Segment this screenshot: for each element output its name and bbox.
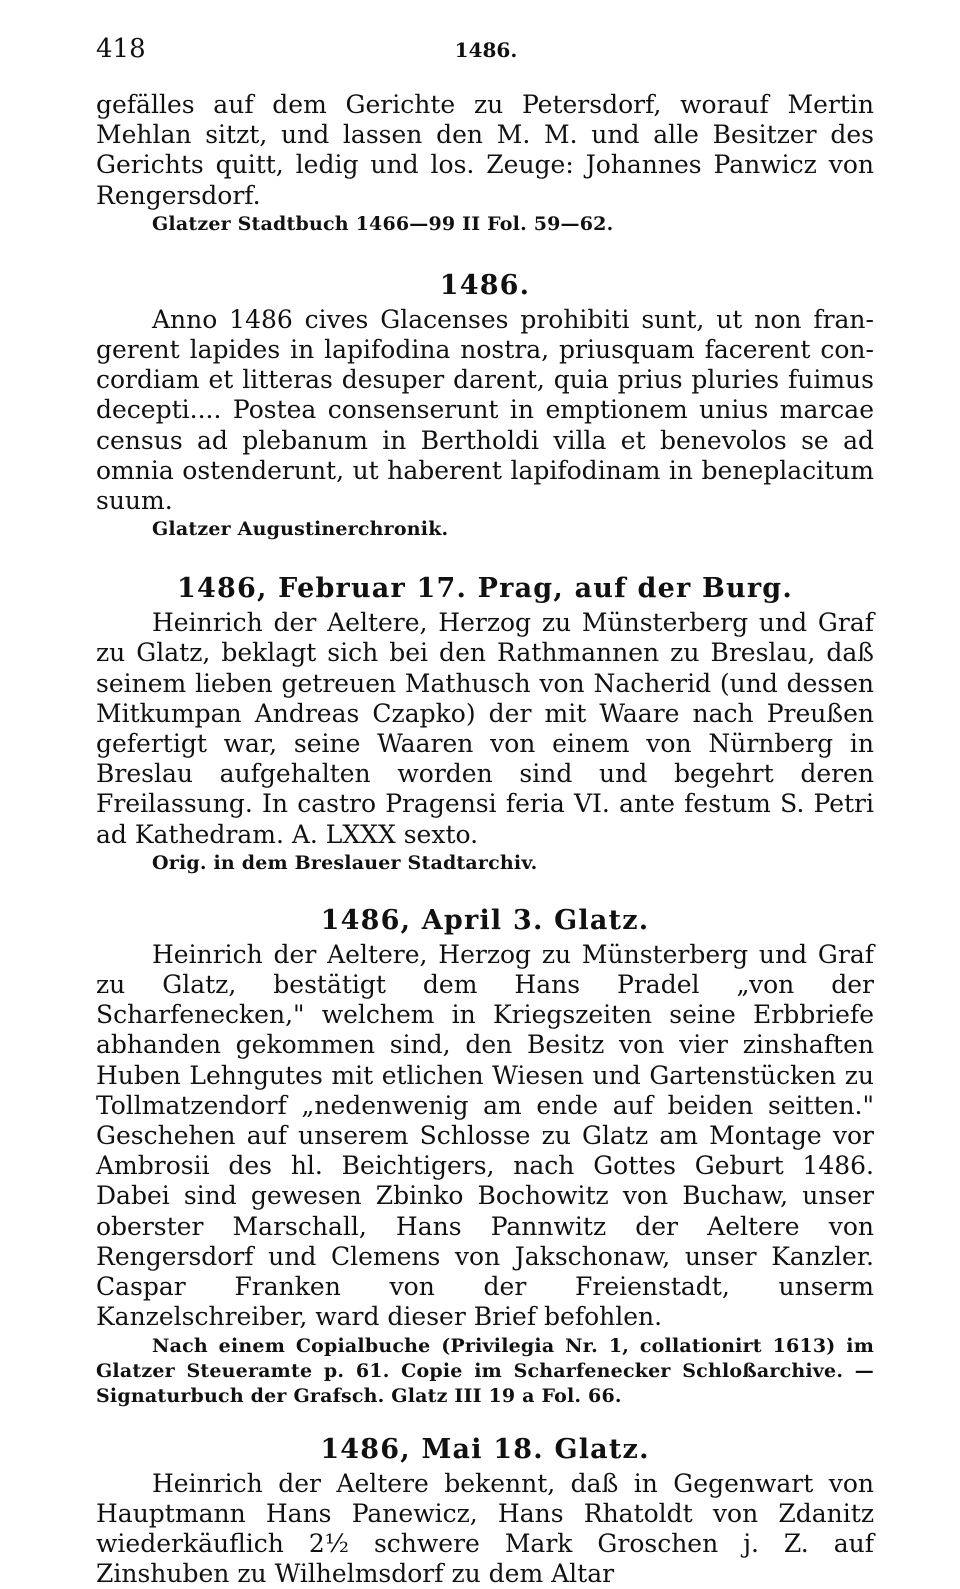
entry-1486-april-3 — [96, 904, 874, 1409]
running-title: 1486. — [96, 38, 876, 62]
entry-heading: 1486, Mai 18. Glatz. — [96, 1433, 874, 1467]
entry-text: gefälles auf dem Gerichte zu Petersdorf, worauf Mertin Mehlan sitzt, und lassen den M. M. und alle Besitzer des Gerichts quitt, ledig und los. Zeuge: Johannes Panwicz von Rengersdorf. — [96, 90, 874, 211]
entry-heading: 1486, April 3. Glatz. — [96, 904, 874, 938]
entry-text: Anno 1486 cives Glacenses prohibiti sunt, ut non frangerent lapides in lapifodina nostra, priusquam facerent concordiam et litteras desuper darent, quia prius pluries fuimus decepti.... Postea consenserunt in emptionem unius marcae census ad plebanum in Bertholdi villa et benevolos se ad omnia ostenderunt, ut haberent lapifodinam in beneplacitum suum. — [96, 305, 874, 516]
entry-text: Heinrich der Aeltere bekennt, daß in Gegenwart von Hauptmann Hans Panewicz, Hans Rhatoldt von Zdanitz wiederkäuflich 2½ schwere Mark Groschen j. Z. auf Zinshuben zu Wilhelmsdorf zu dem Altar — [96, 1469, 874, 1589]
entry-1486 — [96, 269, 874, 542]
source-citation: Nach einem Copialbuche (Privilegia Nr. 1, collationirt 1613) im Glatzer Steueramte p. 61. Copie im Scharfenecker Schloßarchive. — Signaturbuch der Grafsch. Glatz III 19 a Fol. 66. — [96, 1334, 874, 1409]
entry-continuation — [96, 90, 874, 237]
entry-text: Heinrich der Aeltere, Herzog zu Münsterberg und Graf zu Glatz, bestätigt dem Hans Pradel „von der Scharfenecken," welchem in Kriegszeiten seine Erbbriefe abhanden gekommen sind, den Besitz von vier zinshaften Huben Lehngutes mit etlichen Wiesen und Gartenstücken zu Tollmatzendorf „nedenwenig am ende auf beiden seitten." Geschehen auf unserem Schlosse zu Glatz am Montage vor Ambrosii des hl. Beichtigers, nach Gottes Geburt 1486. Dabei sind gewesen Zbinko Bochowitz von Buchaw, unser oberster Marschall, Hans Pannwitz der Aeltere von Rengersdorf und Clemens von Jakschonaw, unser Kanzler. Caspar Franken von der Freienstadt, unserm Kanzelschreiber, ward dieser Brief befohlen. — [96, 940, 874, 1333]
page-number: 418 — [96, 34, 146, 64]
entry-1486-februar-17 — [96, 572, 874, 876]
running-header — [96, 34, 876, 70]
source-citation: Orig. in dem Breslauer Stadtarchiv. — [96, 851, 874, 876]
entry-heading: 1486. — [96, 269, 874, 303]
page-body — [96, 90, 874, 1589]
source-citation: Glatzer Stadtbuch 1466—99 II Fol. 59—62. — [96, 212, 874, 237]
source-citation: Glatzer Augustinerchronik. — [96, 517, 874, 542]
entry-1486-mai-18 — [96, 1433, 874, 1589]
entry-text: Heinrich der Aeltere, Herzog zu Münsterberg und Graf zu Glatz, beklagt sich bei den Rathmannen zu Breslau, daß seinem lieben getreuen Mathusch von Nacherid (und dessen Mitkumpan Andreas Czapko) der mit Waare nach Preußen gefertigt war, seine Waaren von einem von Nürnberg in Breslau aufgehalten worden sind und begehrt deren Freilassung. In castro Pragensi feria VI. ante festum S. Petri ad Kathedram. A. LXXX sexto. — [96, 608, 874, 850]
entry-heading: 1486, Februar 17. Prag, auf der Burg. — [96, 572, 874, 606]
